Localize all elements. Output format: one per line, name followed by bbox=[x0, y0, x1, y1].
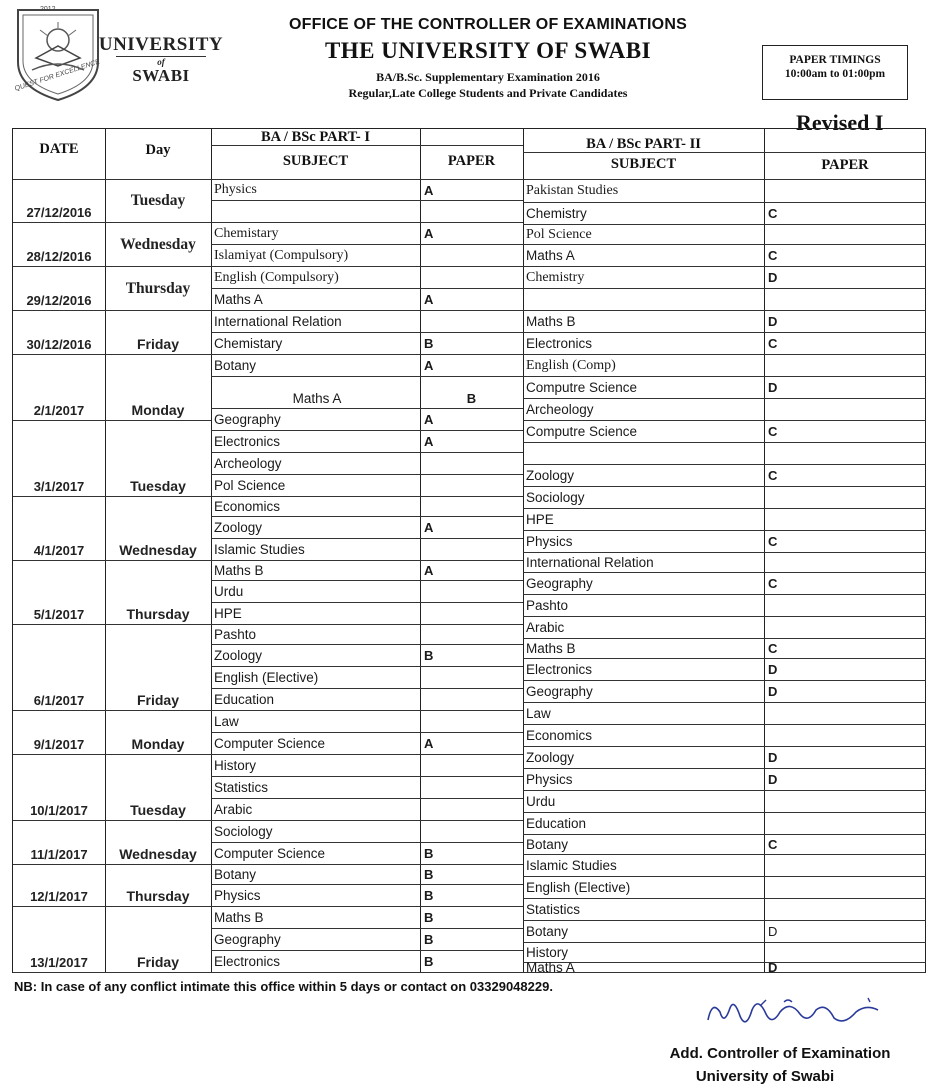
part2-subject: Electronics bbox=[523, 333, 764, 355]
part2-subject: Maths B bbox=[523, 311, 764, 333]
part1-paper bbox=[420, 689, 523, 711]
day-cell: Friday bbox=[105, 311, 211, 355]
day-cell: Tuesday bbox=[105, 755, 211, 821]
part1-paper: B bbox=[420, 929, 523, 951]
header-part1-blank bbox=[420, 129, 523, 146]
part2-paper: C bbox=[764, 421, 926, 443]
part2-subject: Physics bbox=[523, 769, 764, 791]
header-part2: BA / BSc PART- II bbox=[523, 129, 764, 153]
part1-subject: Computer Science bbox=[211, 843, 420, 865]
day-cell: Friday bbox=[105, 625, 211, 711]
part2-paper bbox=[764, 509, 926, 531]
part2-paper: D bbox=[764, 921, 926, 943]
part1-paper bbox=[420, 667, 523, 689]
part1-paper bbox=[420, 603, 523, 625]
part2-subject: Physics bbox=[523, 531, 764, 553]
part1-paper: A bbox=[420, 431, 523, 453]
part1-subject: Urdu bbox=[211, 581, 420, 603]
part1-paper: B bbox=[420, 951, 523, 973]
part2-subject: English (Elective) bbox=[523, 877, 764, 899]
part2-paper: D bbox=[764, 963, 926, 973]
header-part2-subject: SUBJECT bbox=[523, 153, 764, 180]
part2-paper bbox=[764, 703, 926, 725]
part1-subject bbox=[211, 201, 420, 223]
day-cell: Thursday bbox=[105, 561, 211, 625]
header-date: DATE bbox=[13, 129, 105, 180]
part1-subject: Islamic Studies bbox=[211, 539, 420, 561]
day-cell: Thursday bbox=[105, 865, 211, 907]
header-day: Day bbox=[105, 129, 211, 180]
part1-subject: English (Elective) bbox=[211, 667, 420, 689]
part2-subject: History bbox=[523, 943, 764, 963]
part2-paper: C bbox=[764, 245, 926, 267]
date-cell: 3/1/2017 bbox=[13, 421, 105, 497]
part1-paper bbox=[420, 777, 523, 799]
part2-paper bbox=[764, 443, 926, 465]
part1-subject: Chemistary bbox=[211, 333, 420, 355]
part1-subject: Zoology bbox=[211, 645, 420, 667]
part1-paper bbox=[420, 821, 523, 843]
part1-paper bbox=[420, 311, 523, 333]
signatory-title: Add. Controller of Examination bbox=[669, 1045, 891, 1062]
part1-paper: B bbox=[420, 885, 523, 907]
part2-subject: Maths A bbox=[523, 245, 764, 267]
part1-paper bbox=[420, 201, 523, 223]
part1-subject: Economics bbox=[211, 497, 420, 517]
logo-name-line1: UNIVERSITY bbox=[98, 34, 224, 55]
part1-subject: Geography bbox=[211, 409, 420, 431]
day-cell: Wednesday bbox=[105, 497, 211, 561]
part2-subject: Geography bbox=[523, 681, 764, 703]
date-cell: 30/12/2016 bbox=[13, 311, 105, 355]
date-cell: 27/12/2016 bbox=[13, 180, 105, 223]
part1-paper: A bbox=[420, 180, 523, 201]
logo-wordmark bbox=[96, 34, 226, 86]
part2-subject: Chemistry bbox=[523, 203, 764, 225]
part2-subject: Electronics bbox=[523, 659, 764, 681]
part1-subject: Sociology bbox=[211, 821, 420, 843]
part1-paper: A bbox=[420, 355, 523, 377]
part2-subject: Archeology bbox=[523, 399, 764, 421]
logo-of: of bbox=[116, 56, 206, 67]
part1-subject: Maths B bbox=[211, 561, 420, 581]
part2-paper: C bbox=[764, 203, 926, 225]
signature bbox=[700, 990, 890, 1046]
part2-subject: Chemistry bbox=[523, 267, 764, 289]
day-cell: Wednesday bbox=[105, 223, 211, 267]
day-cell: Tuesday bbox=[105, 180, 211, 223]
part2-paper bbox=[764, 225, 926, 245]
university-title: THE UNIVERSITY OF SWABI bbox=[324, 38, 652, 63]
part1-paper bbox=[420, 453, 523, 475]
header-part2-blank bbox=[764, 129, 926, 153]
part2-paper: D bbox=[764, 681, 926, 703]
footer-note: NB: In case of any conflict intimate this office within 5 days or contact on 03329048229. bbox=[14, 979, 553, 994]
part2-paper: C bbox=[764, 333, 926, 355]
revised-label: Revised I bbox=[796, 110, 884, 135]
part2-subject: Geography bbox=[523, 573, 764, 595]
paper-timings-value: 10:00am to 01:00pm bbox=[784, 68, 886, 80]
part1-subject: Electronics bbox=[211, 431, 420, 453]
part2-subject: Law bbox=[523, 703, 764, 725]
part1-subject: Maths A bbox=[211, 377, 420, 409]
day-cell: Tuesday bbox=[105, 421, 211, 497]
part1-paper bbox=[420, 475, 523, 497]
part2-subject: Statistics bbox=[523, 899, 764, 921]
part1-paper bbox=[420, 799, 523, 821]
part2-paper bbox=[764, 877, 926, 899]
part2-subject: Botany bbox=[523, 921, 764, 943]
part2-paper bbox=[764, 813, 926, 835]
part1-paper: A bbox=[420, 517, 523, 539]
logo-motto: QUEST FOR EXCELLENCE bbox=[14, 58, 101, 93]
part1-paper bbox=[420, 245, 523, 267]
part2-paper: C bbox=[764, 573, 926, 595]
part2-paper bbox=[764, 617, 926, 639]
part2-subject: International Relation bbox=[523, 553, 764, 573]
part1-subject: Physics bbox=[211, 885, 420, 907]
candidates-line: Regular,Late College Students and Private Candidates bbox=[348, 86, 628, 100]
part1-subject: Electronics bbox=[211, 951, 420, 973]
part1-subject: Botany bbox=[211, 865, 420, 885]
part2-paper bbox=[764, 355, 926, 377]
part1-paper: A bbox=[420, 409, 523, 431]
day-cell: Thursday bbox=[105, 267, 211, 311]
signatory-org: University of Swabi bbox=[695, 1068, 835, 1085]
part2-subject: Education bbox=[523, 813, 764, 835]
part2-paper bbox=[764, 943, 926, 963]
date-cell: 2/1/2017 bbox=[13, 355, 105, 421]
part1-paper: A bbox=[420, 289, 523, 311]
part2-paper bbox=[764, 399, 926, 421]
part2-paper: D bbox=[764, 377, 926, 399]
part1-subject: Statistics bbox=[211, 777, 420, 799]
part1-subject: Zoology bbox=[211, 517, 420, 539]
part1-paper bbox=[420, 267, 523, 289]
part1-subject: Pashto bbox=[211, 625, 420, 645]
paper-timings-label: PAPER TIMINGS bbox=[789, 54, 881, 66]
date-cell: 5/1/2017 bbox=[13, 561, 105, 625]
part2-subject: Botany bbox=[523, 835, 764, 855]
part1-paper bbox=[420, 711, 523, 733]
part1-paper bbox=[420, 539, 523, 561]
day-cell: Friday bbox=[105, 907, 211, 973]
logo-name-line2: SWABI bbox=[132, 66, 190, 85]
part1-paper: B bbox=[420, 377, 523, 409]
part1-paper: B bbox=[420, 865, 523, 885]
header-part2-paper: PAPER bbox=[764, 153, 926, 180]
date-cell: 10/1/2017 bbox=[13, 755, 105, 821]
part2-subject: Zoology bbox=[523, 465, 764, 487]
date-cell: 29/12/2016 bbox=[13, 267, 105, 311]
header-part1: BA / BSc PART- I bbox=[211, 129, 420, 146]
date-cell: 13/1/2017 bbox=[13, 907, 105, 973]
part2-subject: Pashto bbox=[523, 595, 764, 617]
part1-subject: English (Compulsory) bbox=[211, 267, 420, 289]
part1-subject: Education bbox=[211, 689, 420, 711]
part1-subject: Chemistary bbox=[211, 223, 420, 245]
part2-subject: English (Comp) bbox=[523, 355, 764, 377]
part2-subject: Maths A bbox=[523, 963, 764, 973]
part1-subject: Islamiyat (Compulsory) bbox=[211, 245, 420, 267]
part2-subject bbox=[523, 443, 764, 465]
date-cell: 9/1/2017 bbox=[13, 711, 105, 755]
part1-paper bbox=[420, 497, 523, 517]
part1-paper bbox=[420, 755, 523, 777]
part2-paper bbox=[764, 180, 926, 203]
part1-subject: Law bbox=[211, 711, 420, 733]
part2-subject: Pol Science bbox=[523, 225, 764, 245]
date-cell: 4/1/2017 bbox=[13, 497, 105, 561]
day-cell: Wednesday bbox=[105, 821, 211, 865]
date-cell: 28/12/2016 bbox=[13, 223, 105, 267]
part1-subject: Arabic bbox=[211, 799, 420, 821]
part2-subject: Urdu bbox=[523, 791, 764, 813]
header-part1-subject: SUBJECT bbox=[211, 146, 420, 180]
logo-year: 2012 bbox=[40, 6, 56, 13]
exam-title: BA/B.Sc. Supplementary Examination 2016 bbox=[376, 70, 600, 84]
part2-subject: Pakistan Studies bbox=[523, 180, 764, 203]
part1-subject: Computer Science bbox=[211, 733, 420, 755]
date-cell: 12/1/2017 bbox=[13, 865, 105, 907]
part2-paper bbox=[764, 553, 926, 573]
part1-subject: Pol Science bbox=[211, 475, 420, 497]
part2-paper bbox=[764, 487, 926, 509]
part1-subject: Maths B bbox=[211, 907, 420, 929]
part2-subject: Islamic Studies bbox=[523, 855, 764, 877]
part2-subject: Computre Science bbox=[523, 421, 764, 443]
part2-subject: HPE bbox=[523, 509, 764, 531]
part2-paper: C bbox=[764, 465, 926, 487]
part2-subject: Zoology bbox=[523, 747, 764, 769]
part2-paper: D bbox=[764, 311, 926, 333]
part1-subject: International Relation bbox=[211, 311, 420, 333]
part2-paper bbox=[764, 791, 926, 813]
part1-paper: B bbox=[420, 907, 523, 929]
part1-subject: HPE bbox=[211, 603, 420, 625]
part1-paper: B bbox=[420, 333, 523, 355]
part2-paper bbox=[764, 725, 926, 747]
part2-paper bbox=[764, 595, 926, 617]
part2-paper: D bbox=[764, 769, 926, 791]
part2-paper bbox=[764, 899, 926, 921]
office-title: OFFICE OF THE CONTROLLER OF EXAMINATIONS bbox=[289, 16, 687, 33]
part1-paper: A bbox=[420, 733, 523, 755]
part2-paper: C bbox=[764, 531, 926, 553]
part1-subject: History bbox=[211, 755, 420, 777]
part2-paper: C bbox=[764, 639, 926, 659]
part2-paper: D bbox=[764, 267, 926, 289]
part2-paper: C bbox=[764, 835, 926, 855]
date-cell: 6/1/2017 bbox=[13, 625, 105, 711]
day-cell: Monday bbox=[105, 355, 211, 421]
exam-schedule-table bbox=[12, 128, 926, 973]
part2-paper bbox=[764, 855, 926, 877]
part1-subject: Botany bbox=[211, 355, 420, 377]
part1-subject: Archeology bbox=[211, 453, 420, 475]
part2-subject: Arabic bbox=[523, 617, 764, 639]
part2-paper: D bbox=[764, 747, 926, 769]
part2-subject: Economics bbox=[523, 725, 764, 747]
part2-subject: Maths B bbox=[523, 639, 764, 659]
part1-paper: A bbox=[420, 223, 523, 245]
date-cell: 11/1/2017 bbox=[13, 821, 105, 865]
part2-subject bbox=[523, 289, 764, 311]
part1-subject: Geography bbox=[211, 929, 420, 951]
part1-paper: A bbox=[420, 561, 523, 581]
part1-paper bbox=[420, 581, 523, 603]
part1-subject: Maths A bbox=[211, 289, 420, 311]
paper-timings-box bbox=[762, 45, 908, 100]
part2-paper bbox=[764, 289, 926, 311]
header-part1-paper: PAPER bbox=[420, 146, 523, 180]
part2-paper: D bbox=[764, 659, 926, 681]
part2-subject: Sociology bbox=[523, 487, 764, 509]
part1-paper: B bbox=[420, 645, 523, 667]
part1-paper: B bbox=[420, 843, 523, 865]
part1-paper bbox=[420, 625, 523, 645]
day-cell: Monday bbox=[105, 711, 211, 755]
part1-subject: Physics bbox=[211, 180, 420, 201]
part2-subject: Computre Science bbox=[523, 377, 764, 399]
